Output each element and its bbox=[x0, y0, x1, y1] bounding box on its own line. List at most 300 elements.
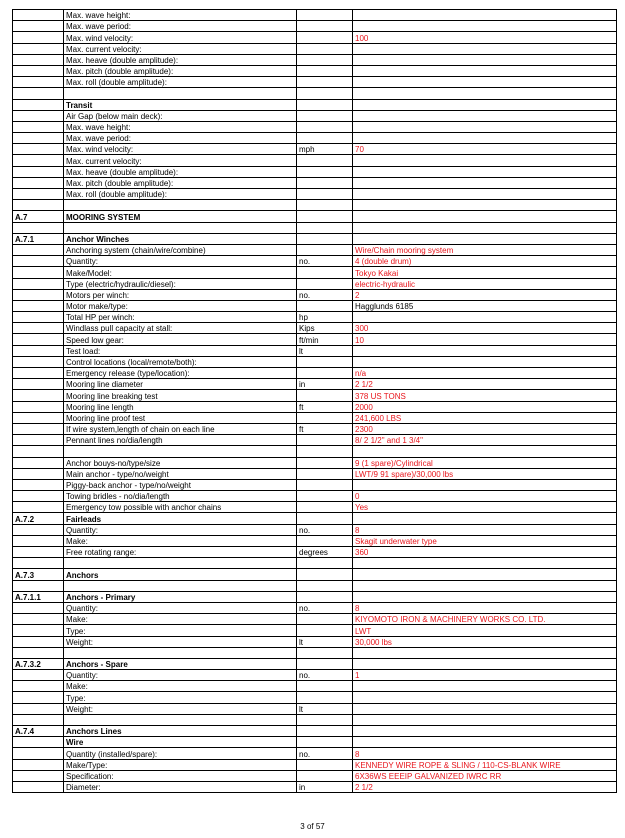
table-row bbox=[13, 166, 617, 177]
section-number-cell bbox=[13, 435, 64, 446]
table-row bbox=[13, 457, 617, 468]
table-row bbox=[13, 412, 617, 423]
item-label-cell: Max. wave period: bbox=[64, 133, 297, 144]
value-cell bbox=[353, 65, 617, 76]
item-label-cell bbox=[64, 647, 297, 658]
item-label-cell: Max. wave height: bbox=[64, 121, 297, 132]
unit-cell bbox=[297, 356, 353, 367]
table-row bbox=[13, 189, 617, 200]
unit-cell bbox=[297, 32, 353, 43]
value-cell bbox=[353, 513, 617, 524]
unit-cell bbox=[297, 133, 353, 144]
table-row bbox=[13, 423, 617, 434]
section-number-cell bbox=[13, 737, 64, 748]
table-row bbox=[13, 54, 617, 65]
table-row bbox=[13, 110, 617, 121]
section-number-cell bbox=[13, 412, 64, 423]
section-number-cell bbox=[13, 99, 64, 110]
section-number-cell bbox=[13, 345, 64, 356]
value-cell bbox=[353, 569, 617, 580]
section-number-cell bbox=[13, 189, 64, 200]
value-cell: 8/ 2 1/2" and 1 3/4" bbox=[353, 435, 617, 446]
item-label-cell: Windlass pull capacity at stall: bbox=[64, 323, 297, 334]
item-label-cell: Control locations (local/remote/both): bbox=[64, 356, 297, 367]
unit-cell: ft/min bbox=[297, 334, 353, 345]
value-cell: KENNEDY WIRE ROPE & SLING / 110-CS-BLANK WIRE bbox=[353, 759, 617, 770]
unit-cell: no. bbox=[297, 256, 353, 267]
item-label-cell: Weight: bbox=[64, 636, 297, 647]
table-row bbox=[13, 390, 617, 401]
item-label-cell: Weight: bbox=[64, 703, 297, 714]
table-row bbox=[13, 580, 617, 591]
value-cell: n/a bbox=[353, 368, 617, 379]
value-cell bbox=[353, 312, 617, 323]
section-number-cell bbox=[13, 491, 64, 502]
table-row bbox=[13, 647, 617, 658]
table-row bbox=[13, 625, 617, 636]
unit-cell bbox=[297, 558, 353, 569]
unit-cell bbox=[297, 435, 353, 446]
table-row bbox=[13, 356, 617, 367]
table-row bbox=[13, 43, 617, 54]
item-label-cell: Main anchor - type/no/weight bbox=[64, 468, 297, 479]
item-label-cell: Mooring line proof test bbox=[64, 412, 297, 423]
unit-cell bbox=[297, 759, 353, 770]
value-cell bbox=[353, 558, 617, 569]
unit-cell bbox=[297, 446, 353, 457]
section-number-cell bbox=[13, 278, 64, 289]
table-row bbox=[13, 714, 617, 725]
unit-cell: ft bbox=[297, 401, 353, 412]
table-row bbox=[13, 300, 617, 311]
section-number-cell: A.7.4 bbox=[13, 726, 64, 737]
table-row bbox=[13, 278, 617, 289]
section-number-cell bbox=[13, 614, 64, 625]
unit-cell bbox=[297, 535, 353, 546]
item-label-cell: Quantity: bbox=[64, 256, 297, 267]
item-label-cell: Mooring line length bbox=[64, 401, 297, 412]
section-number-cell bbox=[13, 43, 64, 54]
section-number-cell bbox=[13, 625, 64, 636]
unit-cell bbox=[297, 77, 353, 88]
item-label-cell: Anchor bouys-no/type/size bbox=[64, 457, 297, 468]
unit-cell bbox=[297, 479, 353, 490]
item-label-cell: Quantity: bbox=[64, 524, 297, 535]
table-row bbox=[13, 748, 617, 759]
item-label-cell bbox=[64, 714, 297, 725]
value-cell bbox=[353, 189, 617, 200]
value-cell bbox=[353, 110, 617, 121]
page-number: 3 of 57 bbox=[300, 822, 325, 831]
specification-table-body bbox=[13, 10, 617, 793]
value-cell bbox=[353, 211, 617, 222]
value-cell bbox=[353, 345, 617, 356]
table-row bbox=[13, 681, 617, 692]
section-number-cell bbox=[13, 54, 64, 65]
section-number-cell: A.7.1.1 bbox=[13, 591, 64, 602]
value-cell: Wire/Chain mooring system bbox=[353, 244, 617, 255]
item-label-cell: Max. current velocity: bbox=[64, 155, 297, 166]
item-label-cell: Anchor Winches bbox=[64, 233, 297, 244]
value-cell: LWT/9 91 spare)/30,000 lbs bbox=[353, 468, 617, 479]
table-row bbox=[13, 21, 617, 32]
unit-cell: no. bbox=[297, 289, 353, 300]
value-cell bbox=[353, 580, 617, 591]
value-cell: 10 bbox=[353, 334, 617, 345]
table-row bbox=[13, 10, 617, 21]
table-row bbox=[13, 770, 617, 781]
unit-cell bbox=[297, 457, 353, 468]
item-label-cell: Emergency release (type/location): bbox=[64, 368, 297, 379]
item-label-cell: Quantity (installed/spare): bbox=[64, 748, 297, 759]
table-row bbox=[13, 692, 617, 703]
value-cell bbox=[353, 177, 617, 188]
value-cell bbox=[353, 703, 617, 714]
unit-cell bbox=[297, 222, 353, 233]
section-number-cell bbox=[13, 21, 64, 32]
item-label-cell: If wire system,length of chain on each line bbox=[64, 423, 297, 434]
item-label-cell: Type: bbox=[64, 625, 297, 636]
item-label-cell bbox=[64, 558, 297, 569]
value-cell: 8 bbox=[353, 748, 617, 759]
value-cell: 8 bbox=[353, 524, 617, 535]
value-cell bbox=[353, 222, 617, 233]
section-number-cell bbox=[13, 401, 64, 412]
item-label-cell: Test load: bbox=[64, 345, 297, 356]
unit-cell bbox=[297, 233, 353, 244]
unit-cell bbox=[297, 658, 353, 669]
unit-cell: in bbox=[297, 781, 353, 792]
unit-cell bbox=[297, 54, 353, 65]
value-cell: 9 (1 spare)/Cylindrical bbox=[353, 457, 617, 468]
value-cell bbox=[353, 356, 617, 367]
section-number-cell bbox=[13, 244, 64, 255]
item-label-cell: Max. wave height: bbox=[64, 10, 297, 21]
table-row bbox=[13, 737, 617, 748]
table-row bbox=[13, 468, 617, 479]
unit-cell: lt bbox=[297, 703, 353, 714]
specification-table bbox=[12, 9, 617, 793]
section-number-cell: A.7.3 bbox=[13, 569, 64, 580]
unit-cell bbox=[297, 189, 353, 200]
unit-cell bbox=[297, 491, 353, 502]
unit-cell bbox=[297, 614, 353, 625]
value-cell: 300 bbox=[353, 323, 617, 334]
section-number-cell bbox=[13, 356, 64, 367]
unit-cell bbox=[297, 211, 353, 222]
section-number-cell bbox=[13, 703, 64, 714]
table-row bbox=[13, 256, 617, 267]
item-label-cell: Emergency tow possible with anchor chains bbox=[64, 502, 297, 513]
section-number-cell bbox=[13, 479, 64, 490]
unit-cell: no. bbox=[297, 670, 353, 681]
value-cell: 6X36WS EEEIP GALVANIZED IWRC RR bbox=[353, 770, 617, 781]
value-cell: Tokyo Kakai bbox=[353, 267, 617, 278]
table-row bbox=[13, 781, 617, 792]
table-row bbox=[13, 670, 617, 681]
section-number-cell bbox=[13, 781, 64, 792]
section-number-cell: A.7.1 bbox=[13, 233, 64, 244]
value-cell bbox=[353, 647, 617, 658]
section-number-cell bbox=[13, 133, 64, 144]
unit-cell bbox=[297, 647, 353, 658]
table-row bbox=[13, 759, 617, 770]
table-row bbox=[13, 435, 617, 446]
unit-cell bbox=[297, 278, 353, 289]
item-label-cell: Towing bridles - no/dia/length bbox=[64, 491, 297, 502]
table-row bbox=[13, 77, 617, 88]
value-cell bbox=[353, 591, 617, 602]
unit-cell bbox=[297, 625, 353, 636]
unit-cell bbox=[297, 737, 353, 748]
unit-cell bbox=[297, 714, 353, 725]
value-cell bbox=[353, 692, 617, 703]
section-number-cell bbox=[13, 390, 64, 401]
value-cell: 241,600 LBS bbox=[353, 412, 617, 423]
value-cell bbox=[353, 681, 617, 692]
table-row bbox=[13, 177, 617, 188]
section-number-cell bbox=[13, 155, 64, 166]
unit-cell bbox=[297, 692, 353, 703]
table-row bbox=[13, 569, 617, 580]
table-row bbox=[13, 547, 617, 558]
unit-cell bbox=[297, 121, 353, 132]
section-number-cell bbox=[13, 121, 64, 132]
unit-cell bbox=[297, 502, 353, 513]
value-cell bbox=[353, 726, 617, 737]
section-number-cell bbox=[13, 423, 64, 434]
table-row bbox=[13, 289, 617, 300]
section-number-cell bbox=[13, 256, 64, 267]
section-number-cell bbox=[13, 222, 64, 233]
item-label-cell: Motor make/type: bbox=[64, 300, 297, 311]
item-label-cell: Make/Type: bbox=[64, 759, 297, 770]
section-number-cell bbox=[13, 77, 64, 88]
section-number-cell bbox=[13, 300, 64, 311]
table-row bbox=[13, 200, 617, 211]
item-label-cell: Mooring line breaking test bbox=[64, 390, 297, 401]
table-row bbox=[13, 703, 617, 714]
section-number-cell bbox=[13, 457, 64, 468]
section-number-cell bbox=[13, 714, 64, 725]
table-row bbox=[13, 133, 617, 144]
section-number-cell bbox=[13, 670, 64, 681]
unit-cell: mph bbox=[297, 144, 353, 155]
unit-cell: Kips bbox=[297, 323, 353, 334]
item-label-cell: Specification: bbox=[64, 770, 297, 781]
section-number-cell bbox=[13, 312, 64, 323]
value-cell: Yes bbox=[353, 502, 617, 513]
table-row bbox=[13, 345, 617, 356]
item-label-cell: Motors per winch: bbox=[64, 289, 297, 300]
section-number-cell bbox=[13, 200, 64, 211]
unit-cell: no. bbox=[297, 524, 353, 535]
table-row bbox=[13, 65, 617, 76]
item-label-cell: Diameter: bbox=[64, 781, 297, 792]
section-number-cell bbox=[13, 88, 64, 99]
table-row bbox=[13, 222, 617, 233]
unit-cell bbox=[297, 88, 353, 99]
table-row bbox=[13, 144, 617, 155]
item-label-cell: Anchors bbox=[64, 569, 297, 580]
section-number-cell bbox=[13, 177, 64, 188]
unit-cell: lt bbox=[297, 636, 353, 647]
unit-cell bbox=[297, 99, 353, 110]
item-label-cell: Make: bbox=[64, 614, 297, 625]
unit-cell bbox=[297, 569, 353, 580]
item-label-cell: Free rotating range: bbox=[64, 547, 297, 558]
unit-cell: in bbox=[297, 379, 353, 390]
table-row bbox=[13, 312, 617, 323]
item-label-cell bbox=[64, 580, 297, 591]
unit-cell bbox=[297, 681, 353, 692]
table-row bbox=[13, 267, 617, 278]
value-cell: electric-hydraulic bbox=[353, 278, 617, 289]
section-number-cell bbox=[13, 636, 64, 647]
unit-cell bbox=[297, 368, 353, 379]
item-label-cell: Quantity: bbox=[64, 670, 297, 681]
item-label-cell: Mooring line diameter bbox=[64, 379, 297, 390]
unit-cell bbox=[297, 513, 353, 524]
value-cell: 1 bbox=[353, 670, 617, 681]
item-label-cell: Piggy-back anchor - type/no/weight bbox=[64, 479, 297, 490]
section-number-cell: A.7 bbox=[13, 211, 64, 222]
value-cell bbox=[353, 658, 617, 669]
table-row bbox=[13, 524, 617, 535]
value-cell: Skagit underwater type bbox=[353, 535, 617, 546]
value-cell bbox=[353, 737, 617, 748]
item-label-cell: Anchoring system (chain/wire/combine) bbox=[64, 244, 297, 255]
item-label-cell: Max. roll (double amplitude): bbox=[64, 189, 297, 200]
table-row bbox=[13, 233, 617, 244]
item-label-cell: Fairleads bbox=[64, 513, 297, 524]
value-cell: 378 US TONS bbox=[353, 390, 617, 401]
section-number-cell bbox=[13, 535, 64, 546]
unit-cell: degrees bbox=[297, 547, 353, 558]
unit-cell bbox=[297, 390, 353, 401]
value-cell bbox=[353, 88, 617, 99]
table-row bbox=[13, 558, 617, 569]
section-number-cell bbox=[13, 65, 64, 76]
value-cell bbox=[353, 233, 617, 244]
item-label-cell: MOORING SYSTEM bbox=[64, 211, 297, 222]
unit-cell bbox=[297, 412, 353, 423]
value-cell: 4 (double drum) bbox=[353, 256, 617, 267]
section-number-cell bbox=[13, 468, 64, 479]
table-row bbox=[13, 491, 617, 502]
unit-cell: no. bbox=[297, 602, 353, 613]
item-label-cell: Max. wind velocity: bbox=[64, 32, 297, 43]
item-label-cell: Make: bbox=[64, 535, 297, 546]
table-row bbox=[13, 211, 617, 222]
value-cell: KIYOMOTO IRON & MACHINERY WORKS CO. LTD. bbox=[353, 614, 617, 625]
value-cell bbox=[353, 77, 617, 88]
item-label-cell: Wire bbox=[64, 737, 297, 748]
table-row bbox=[13, 502, 617, 513]
item-label-cell: Air Gap (below main deck): bbox=[64, 110, 297, 121]
table-row bbox=[13, 99, 617, 110]
item-label-cell: Max. wind velocity: bbox=[64, 144, 297, 155]
value-cell bbox=[353, 155, 617, 166]
section-number-cell bbox=[13, 10, 64, 21]
table-row bbox=[13, 379, 617, 390]
value-cell: 2 1/2 bbox=[353, 379, 617, 390]
section-number-cell bbox=[13, 502, 64, 513]
table-row bbox=[13, 591, 617, 602]
item-label-cell: Max. wave period: bbox=[64, 21, 297, 32]
section-number-cell bbox=[13, 166, 64, 177]
item-label-cell: Anchors - Spare bbox=[64, 658, 297, 669]
table-row bbox=[13, 32, 617, 43]
section-number-cell bbox=[13, 647, 64, 658]
value-cell bbox=[353, 200, 617, 211]
value-cell bbox=[353, 43, 617, 54]
section-number-cell bbox=[13, 748, 64, 759]
unit-cell bbox=[297, 300, 353, 311]
section-number-cell bbox=[13, 289, 64, 300]
table-row bbox=[13, 636, 617, 647]
item-label-cell: Pennant lines no/dia/length bbox=[64, 435, 297, 446]
item-label-cell: Max. pitch (double amplitude): bbox=[64, 177, 297, 188]
table-row bbox=[13, 446, 617, 457]
item-label-cell bbox=[64, 88, 297, 99]
value-cell: 2 bbox=[353, 289, 617, 300]
table-row bbox=[13, 401, 617, 412]
unit-cell bbox=[297, 21, 353, 32]
section-number-cell bbox=[13, 323, 64, 334]
item-label-cell: Make: bbox=[64, 681, 297, 692]
table-row bbox=[13, 368, 617, 379]
table-row bbox=[13, 155, 617, 166]
value-cell bbox=[353, 714, 617, 725]
section-number-cell bbox=[13, 446, 64, 457]
unit-cell bbox=[297, 155, 353, 166]
section-number-cell bbox=[13, 759, 64, 770]
unit-cell bbox=[297, 591, 353, 602]
item-label-cell bbox=[64, 222, 297, 233]
section-number-cell bbox=[13, 580, 64, 591]
unit-cell bbox=[297, 43, 353, 54]
item-label-cell: Type: bbox=[64, 692, 297, 703]
item-label-cell bbox=[64, 200, 297, 211]
value-cell bbox=[353, 121, 617, 132]
item-label-cell: Quantity: bbox=[64, 602, 297, 613]
section-number-cell bbox=[13, 770, 64, 781]
section-number-cell bbox=[13, 602, 64, 613]
item-label-cell bbox=[64, 446, 297, 457]
unit-cell bbox=[297, 200, 353, 211]
unit-cell bbox=[297, 177, 353, 188]
section-number-cell bbox=[13, 368, 64, 379]
table-row bbox=[13, 602, 617, 613]
value-cell: 8 bbox=[353, 602, 617, 613]
unit-cell: hp bbox=[297, 312, 353, 323]
value-cell bbox=[353, 21, 617, 32]
section-number-cell: A.7.3.2 bbox=[13, 658, 64, 669]
value-cell bbox=[353, 99, 617, 110]
value-cell bbox=[353, 446, 617, 457]
unit-cell bbox=[297, 244, 353, 255]
value-cell bbox=[353, 133, 617, 144]
section-number-cell bbox=[13, 267, 64, 278]
section-number-cell bbox=[13, 558, 64, 569]
item-label-cell: Total HP per winch: bbox=[64, 312, 297, 323]
table-row bbox=[13, 658, 617, 669]
table-row bbox=[13, 535, 617, 546]
value-cell: Hagglunds 6185 bbox=[353, 300, 617, 311]
unit-cell bbox=[297, 468, 353, 479]
section-number-cell bbox=[13, 334, 64, 345]
